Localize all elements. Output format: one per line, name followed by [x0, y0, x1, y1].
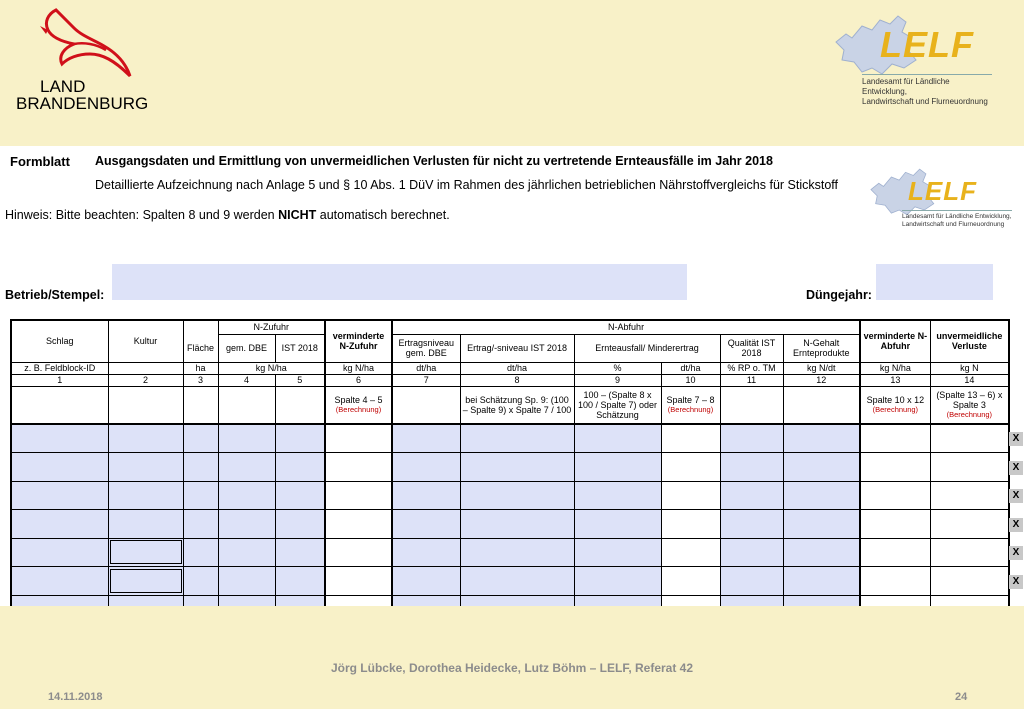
- column-number: 12: [783, 374, 860, 386]
- input-ist-2018[interactable]: [275, 567, 325, 596]
- form-hint: Hinweis: Bitte beachten: Spalten 8 und 9 werden NICHT automatisch berechnet.: [5, 208, 450, 222]
- group-n-zufuhr: N-Zufuhr: [218, 320, 325, 334]
- input-ertrag-ist[interactable]: [460, 510, 574, 539]
- unit-kg-n-ha: kg N/ha: [218, 362, 325, 374]
- column-number: 4: [218, 374, 275, 386]
- input-ertragsniveau[interactable]: [392, 538, 460, 567]
- input-flaeche[interactable]: [183, 510, 218, 539]
- input-ernteausfall-pct[interactable]: [574, 481, 661, 510]
- input-n-gehalt[interactable]: [783, 424, 860, 453]
- formula-spalte-14: (Spalte 13 – 6) x Spalte 3 (Berechnung): [930, 386, 1009, 424]
- input-gem-dbe[interactable]: [218, 453, 275, 482]
- input-ist-2018[interactable]: [275, 481, 325, 510]
- form-subtitle: Detaillierte Aufzeichnung nach Anlage 5 und § 10 Abs. 1 DüV im Rahmen des jährlichen betrieblichen Nährstoffvergleichs für Stickstoff: [95, 178, 839, 192]
- duengejahr-label: Düngejahr:: [806, 288, 872, 302]
- input-n-gehalt[interactable]: [783, 481, 860, 510]
- input-schlag[interactable]: [11, 481, 108, 510]
- input-flaeche[interactable]: [183, 481, 218, 510]
- calc-unvermeidliche-verluste: [930, 424, 1009, 453]
- unit-rp: % RP o. TM: [720, 362, 783, 374]
- input-ist-2018[interactable]: [275, 595, 325, 606]
- calc-verminderte-n-zufuhr: [325, 481, 392, 510]
- group-n-abfuhr: N-Abfuhr: [392, 320, 860, 334]
- input-n-gehalt[interactable]: [783, 538, 860, 567]
- header-verminderte-n-zufuhr: verminderte N-Zufuhr: [325, 320, 392, 362]
- formblatt-document: [0, 146, 1024, 606]
- input-kultur[interactable]: [108, 453, 183, 482]
- header-flaeche: Fläche: [183, 334, 218, 362]
- input-ertrag-ist[interactable]: [460, 453, 574, 482]
- calc-ernteausfall-dtha: [661, 595, 720, 606]
- input-ist-2018[interactable]: [275, 453, 325, 482]
- input-ertrag-ist[interactable]: [460, 595, 574, 606]
- delete-row-button[interactable]: X: [1009, 432, 1023, 446]
- input-flaeche[interactable]: [183, 453, 218, 482]
- calc-verminderte-n-zufuhr: [325, 510, 392, 539]
- input-kultur[interactable]: [108, 538, 183, 567]
- input-ernteausfall-pct[interactable]: [574, 510, 661, 539]
- header-gem-dbe: gem. DBE: [218, 334, 275, 362]
- formula-spalte-8: bei Schätzung Sp. 9: (100 – Spalte 9) x Spalte 7 / 100: [460, 386, 574, 424]
- column-number: 11: [720, 374, 783, 386]
- calc-verminderte-n-abfuhr: [860, 453, 930, 482]
- input-kultur[interactable]: [108, 567, 183, 596]
- input-qualitaet[interactable]: [720, 481, 783, 510]
- input-ernteausfall-pct[interactable]: [574, 453, 661, 482]
- input-gem-dbe[interactable]: [218, 567, 275, 596]
- header-n-gehalt: N-Gehalt Ernteprodukte: [783, 334, 860, 362]
- input-flaeche[interactable]: [183, 595, 218, 606]
- column-number: 5: [275, 374, 325, 386]
- calc-ernteausfall-dtha: [661, 424, 720, 453]
- input-flaeche[interactable]: [183, 567, 218, 596]
- input-n-gehalt[interactable]: [783, 510, 860, 539]
- unit-dt-ha: dt/ha: [460, 362, 574, 374]
- footer-date: 14.11.2018: [48, 691, 103, 703]
- column-number: 7: [392, 374, 460, 386]
- input-kultur[interactable]: [108, 481, 183, 510]
- input-qualitaet[interactable]: [720, 567, 783, 596]
- input-n-gehalt[interactable]: [783, 567, 860, 596]
- input-qualitaet[interactable]: [720, 424, 783, 453]
- header-ernteausfall: Ernteausfall/ Minderertrag: [574, 334, 720, 362]
- input-n-gehalt[interactable]: [783, 453, 860, 482]
- unit-ha: ha: [183, 362, 218, 374]
- delete-row-button[interactable]: X: [1009, 461, 1023, 475]
- column-number: 14: [930, 374, 1009, 386]
- header-schlag: Schlag: [11, 320, 108, 362]
- input-kultur[interactable]: [108, 595, 183, 606]
- column-number: 3: [183, 374, 218, 386]
- lelf-subtitle: Landesamt für Ländliche Entwicklung, Landwirtschaft und Flurneuordnung: [902, 210, 1012, 229]
- delete-row-button[interactable]: X: [1009, 489, 1023, 503]
- input-flaeche[interactable]: [183, 538, 218, 567]
- input-ernteausfall-pct[interactable]: [574, 595, 661, 606]
- unit-dt-ha: dt/ha: [392, 362, 460, 374]
- lelf-wordmark: LELF: [880, 24, 974, 65]
- calc-unvermeidliche-verluste: [930, 481, 1009, 510]
- calc-ernteausfall-dtha: [661, 567, 720, 596]
- delete-row-button[interactable]: X: [1009, 546, 1023, 560]
- input-qualitaet[interactable]: [720, 510, 783, 539]
- unit-kg-n-ha: kg N/ha: [325, 362, 392, 374]
- unit-kg-n-dt: kg N/dt: [783, 362, 860, 374]
- input-schlag[interactable]: [11, 453, 108, 482]
- table-row: [11, 538, 1009, 567]
- formblatt-label: Formblatt: [10, 154, 70, 169]
- input-ertrag-ist[interactable]: [460, 567, 574, 596]
- input-flaeche[interactable]: [183, 424, 218, 453]
- footer-authors: Jörg Lübcke, Dorothea Heidecke, Lutz Böhm – LELF, Referat 42: [330, 661, 694, 675]
- input-gem-dbe[interactable]: [218, 481, 275, 510]
- table-row: [11, 567, 1009, 596]
- formula-spalte-10: Spalte 7 – 8 (Berechnung): [661, 386, 720, 424]
- input-schlag[interactable]: [11, 510, 108, 539]
- unit-kg-n-ha: kg N/ha: [860, 362, 930, 374]
- header-qualitaet: Qualität IST 2018: [720, 334, 783, 362]
- input-ertragsniveau[interactable]: [392, 510, 460, 539]
- input-gem-dbe[interactable]: [218, 510, 275, 539]
- input-kultur[interactable]: [108, 510, 183, 539]
- formula-spalte-9: 100 – (Spalte 8 x 100 / Spalte 7) oder Schätzung: [574, 386, 661, 424]
- input-gem-dbe[interactable]: [218, 595, 275, 606]
- delete-row-button[interactable]: X: [1009, 575, 1023, 589]
- header-ist-2018: IST 2018: [275, 334, 325, 362]
- input-n-gehalt[interactable]: [783, 595, 860, 606]
- table-row: [11, 453, 1009, 482]
- input-qualitaet[interactable]: [720, 453, 783, 482]
- input-ertragsniveau[interactable]: [392, 481, 460, 510]
- column-number: 6: [325, 374, 392, 386]
- calc-ernteausfall-dtha: [661, 510, 720, 539]
- page-number: 24: [955, 691, 968, 703]
- input-ist-2018[interactable]: [275, 510, 325, 539]
- input-ertragsniveau[interactable]: [392, 567, 460, 596]
- formula-spalte-6: Spalte 4 – 5 (Berechnung): [325, 386, 392, 424]
- unit-dt-ha: dt/ha: [661, 362, 720, 374]
- form-title: Ausgangsdaten und Ermittlung von unvermeidlichen Verlusten für nicht zu vertretende Ernteausfälle im Jahr 2018: [95, 154, 773, 168]
- calc-verminderte-n-abfuhr: [860, 510, 930, 539]
- calc-verminderte-n-zufuhr: [325, 424, 392, 453]
- input-ertragsniveau[interactable]: [392, 595, 460, 606]
- input-ertragsniveau[interactable]: [392, 453, 460, 482]
- input-ertragsniveau[interactable]: [392, 424, 460, 453]
- calc-ernteausfall-dtha: [661, 453, 720, 482]
- header-ertrag-ist: Ertrag/-sniveau IST 2018: [460, 334, 574, 362]
- calc-unvermeidliche-verluste: [930, 510, 1009, 539]
- table-row: [11, 424, 1009, 453]
- input-schlag[interactable]: [11, 567, 108, 596]
- calc-verminderte-n-zufuhr: [325, 567, 392, 596]
- betrieb-stempel-input[interactable]: [112, 264, 687, 300]
- table-row: [11, 510, 1009, 539]
- input-ertrag-ist[interactable]: [460, 424, 574, 453]
- unit-percent: %: [574, 362, 661, 374]
- input-gem-dbe[interactable]: [218, 538, 275, 567]
- calc-ernteausfall-dtha: [661, 481, 720, 510]
- cell-selection-box: [110, 569, 182, 593]
- logo-brandenburg-text: BRANDENBURG: [16, 94, 149, 113]
- header-kultur: Kultur: [108, 320, 183, 362]
- calc-unvermeidliche-verluste: [930, 453, 1009, 482]
- header-schlag-unit: z. B. Feldblock-ID: [11, 362, 108, 374]
- calc-unvermeidliche-verluste: [930, 567, 1009, 596]
- land-brandenburg-logo: [16, 6, 156, 116]
- input-gem-dbe[interactable]: [218, 424, 275, 453]
- betrieb-label: Betrieb/Stempel:: [5, 288, 105, 302]
- delete-row-button[interactable]: X: [1009, 518, 1023, 532]
- column-number: 13: [860, 374, 930, 386]
- calc-verminderte-n-abfuhr: [860, 595, 930, 606]
- unit-kg-n: kg N: [930, 362, 1009, 374]
- column-number: 10: [661, 374, 720, 386]
- calc-verminderte-n-zufuhr: [325, 538, 392, 567]
- lelf-subtitle: Landesamt für Ländliche Entwicklung, Landwirtschaft und Flurneuordnung: [862, 74, 992, 107]
- formula-spalte-13: Spalte 10 x 12 (Berechnung): [860, 386, 930, 424]
- input-schlag[interactable]: [11, 538, 108, 567]
- input-ernteausfall-pct[interactable]: [574, 567, 661, 596]
- table-row: [11, 595, 1009, 606]
- input-ertrag-ist[interactable]: [460, 481, 574, 510]
- input-ist-2018[interactable]: [275, 538, 325, 567]
- lelf-logo: [832, 12, 1002, 107]
- input-ernteausfall-pct[interactable]: [574, 538, 661, 567]
- column-number: 2: [108, 374, 183, 386]
- calc-unvermeidliche-verluste: [930, 538, 1009, 567]
- input-ist-2018[interactable]: [275, 424, 325, 453]
- calc-verminderte-n-zufuhr: [325, 453, 392, 482]
- calc-verminderte-n-abfuhr: [860, 567, 930, 596]
- header-unvermeidliche-verluste: unvermeidliche Verluste: [930, 320, 1009, 362]
- input-qualitaet[interactable]: [720, 595, 783, 606]
- calc-verminderte-n-abfuhr: [860, 538, 930, 567]
- logo-land-text: LAND: [40, 77, 86, 96]
- input-qualitaet[interactable]: [720, 538, 783, 567]
- lelf-logo-small: [866, 166, 1016, 241]
- header-verminderte-n-abfuhr: verminderte N-Abfuhr: [860, 320, 930, 362]
- table-row: [11, 481, 1009, 510]
- column-number: 1: [11, 374, 108, 386]
- header-ertragsniveau: Ertragsniveau gem. DBE: [392, 334, 460, 362]
- input-kultur[interactable]: [108, 424, 183, 453]
- column-number: 9: [574, 374, 661, 386]
- calc-verminderte-n-abfuhr: [860, 481, 930, 510]
- calc-ernteausfall-dtha: [661, 538, 720, 567]
- calc-unvermeidliche-verluste: [930, 595, 1009, 606]
- calc-verminderte-n-zufuhr: [325, 595, 392, 606]
- lelf-wordmark: LELF: [908, 176, 977, 206]
- duengejahr-input[interactable]: [876, 264, 993, 300]
- input-ertrag-ist[interactable]: [460, 538, 574, 567]
- column-number: 8: [460, 374, 574, 386]
- unit-kultur: [108, 362, 183, 374]
- input-schlag[interactable]: [11, 424, 108, 453]
- ernteausfall-table: [10, 319, 1010, 606]
- cell-selection-box: [110, 540, 182, 564]
- input-schlag[interactable]: [11, 595, 108, 606]
- input-ernteausfall-pct[interactable]: [574, 424, 661, 453]
- calc-verminderte-n-abfuhr: [860, 424, 930, 453]
- eagle-icon: [34, 6, 144, 78]
